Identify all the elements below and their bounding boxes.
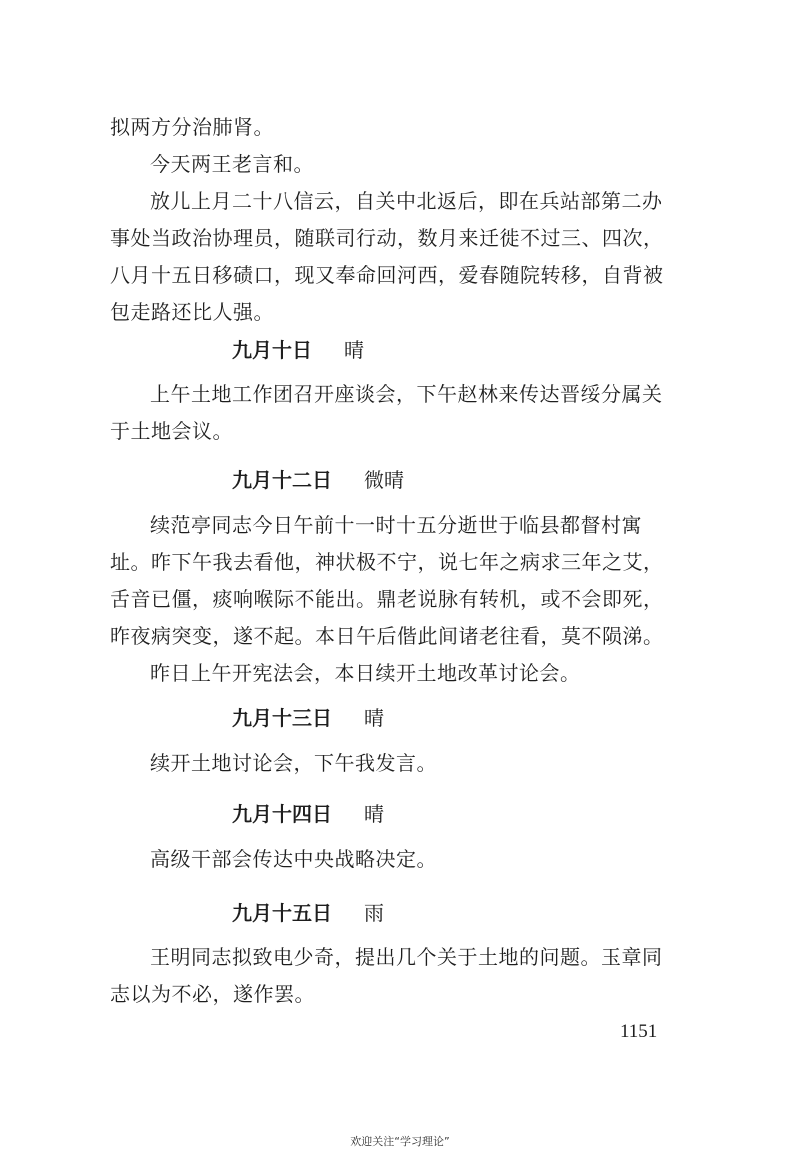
entry-heading (232, 704, 384, 732)
entry-date: 九月十日 (232, 338, 312, 362)
paragraph: 高级干部会传达中央战略决定。 (150, 847, 437, 871)
entry-weather: 晴 (364, 706, 384, 730)
entry-heading (232, 800, 384, 828)
paragraph: 昨日上午开宪法会，本日续开土地改革讨论会。 (150, 661, 581, 685)
paragraph: 今天两王老言和。 (150, 152, 314, 176)
entry-weather: 微晴 (364, 468, 404, 492)
entry-heading (232, 466, 404, 494)
paragraph: 续范亭同志今日午前十一时十五分逝世于临县都督村寓址。昨下午我去看他，神状极不宁，说七年之病求三年之艾，舌音已僵，痰响喉际不能出。鼎老说脉有转机，或不会即死，昨夜病突变，遂不起。本日午后偕此间诸老往看，莫不陨涕。 (110, 513, 664, 648)
entry-weather: 晴 (344, 338, 364, 362)
paragraph: 放儿上月二十八信云，自关中北返后，即在兵站部第二办事处当政治协理员，随联司行动，数月来迁徙不过三、四次，八月十五日移碛口，现又奉命回河西，爱春随院转移，自背被包走路还比人强。 (110, 189, 664, 324)
entry-date: 九月十五日 (232, 901, 332, 925)
entry-date: 九月十三日 (232, 706, 332, 730)
paragraph: 上午土地工作团召开座谈会，下午赵林来传达晋绥分属关于土地会议。 (110, 382, 663, 443)
entry-date: 九月十四日 (232, 802, 332, 826)
entry-date: 九月十二日 (232, 468, 332, 492)
entry-weather: 雨 (364, 901, 384, 925)
footer-watermark: 欢迎关注“学习理论” (350, 1135, 450, 1148)
entry-heading (232, 899, 384, 927)
paragraph-continuation: 拟两方分治肺肾。 (110, 115, 274, 139)
paragraph: 王明同志拟致电少奇，提出几个关于土地的问题。玉章同志以为不必，遂作罢。 (110, 945, 663, 1006)
paragraph: 续开土地讨论会，下午我发言。 (150, 751, 437, 775)
entry-weather: 晴 (364, 802, 384, 826)
page-number: 1151 (620, 1021, 658, 1042)
entry-heading (232, 336, 364, 364)
